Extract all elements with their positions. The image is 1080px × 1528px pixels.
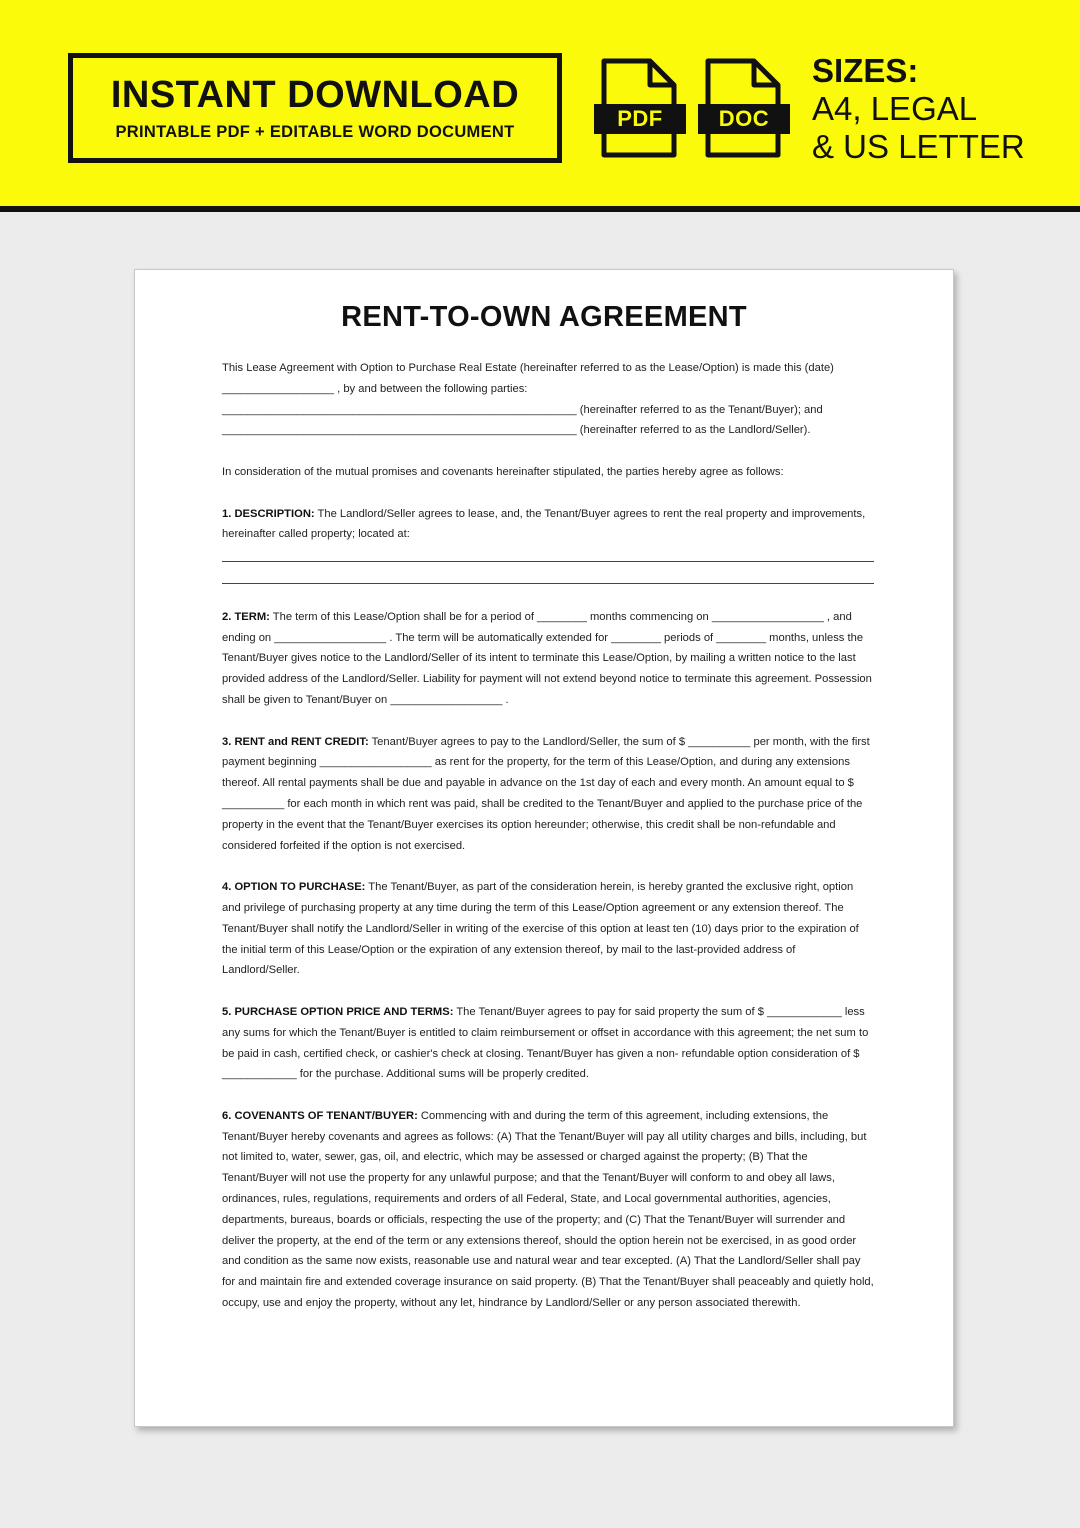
section-text: Tenant/Buyer agrees to pay to the Landlord/Seller, the sum of $ __________ per month, with the first payment beginning __________________ as rent for the property, for the term of this Lease/Option, and during any extensions thereof. All rental payments shall be due and payable in advance on the 1st day of each and every month. An amount equal to $ __________ for each month in which rent was paid, shall be credited to the Tenant/Buyer and applied to the purchase price of the property in the event that the Tenant/Buyer exercises its option hereunder; otherwise, this credit shall be non-refundable and considered forfeited if the option is not exercised. xyxy=(222,735,870,852)
doc-label: DOC xyxy=(698,104,790,134)
badge-subtitle: PRINTABLE PDF + EDITABLE WORD DOCUMENT xyxy=(115,123,515,141)
intro-line: _________________________________________________________ (hereinafter referred to as the Landlord/Seller). xyxy=(222,424,811,437)
section-heading: 5. PURCHASE OPTION PRICE AND TERMS: xyxy=(222,1005,454,1018)
file-pdf-icon xyxy=(594,58,686,158)
section-description xyxy=(222,504,874,546)
section-heading: 4. OPTION TO PURCHASE: xyxy=(222,881,366,894)
sizes-info xyxy=(812,52,1072,166)
address-blank-line xyxy=(222,567,874,584)
section-text: Commencing with and during the term of this agreement, including extensions, the Tenant/Buyer hereby covenants and agrees as follows: (A) That the Tenant/Buyer will pay all utility charges and bills, including, but not limited to, water, sewer, gas, oil, and electric, which may be assessed or charged against the property; (B) That the Tenant/Buyer will not use the property for any unlawful purpose; and that the Tenant/Buyer will conform to and obey all laws, ordinances, rules, regulations, requirements and orders of all Federal, State, and Local governmental authorities, agencies, departments, bureaus, boards or officials, respecting the use of the property; and (C) That the Tenant/Buyer will surrender and deliver the property, at the end of the term or any extensions thereof, should the option herein not be exercised, in as good order and condition as the same now exists, reasonable use and natural wear and tear excepted. (A) That the Landlord/Seller shall pay for and maintain fire and extended coverage insurance on said property. (B) That the Tenant/Buyer shall peaceably and quietly hold, occupy, use and enjoy the property, without any let, hindrance by Landlord/Seller or any person associated therewith. xyxy=(222,1109,874,1310)
section-text: The Tenant/Buyer agrees to pay for said property the sum of $ ____________ less any sums for which the Tenant/Buyer is entitled to claim reimbursement or offset in accordance with this agreement; the net sum to be paid in cash, certified check, or cashier's check at closing. Tenant/Buyer has given a non- refundable option consideration of $ ____________ for the purchase. Additional sums will be properly credited. xyxy=(222,1005,869,1081)
promo-banner xyxy=(0,0,1080,212)
section-heading: 6. COVENANTS OF TENANT/BUYER: xyxy=(222,1109,418,1122)
intro-line: This Lease Agreement with Option to Purchase Real Estate (hereinafter referred to as the Lease/Option) is made this (date) xyxy=(222,362,834,374)
section-rent xyxy=(222,732,874,857)
section-covenants xyxy=(222,1106,874,1314)
document-body xyxy=(222,358,874,1335)
instant-download-badge xyxy=(68,53,562,163)
section-purchase-price xyxy=(222,1002,874,1085)
file-doc-icon xyxy=(698,58,790,158)
section-heading: 1. DESCRIPTION: xyxy=(222,507,315,520)
intro-line: __________________ , by and between the following parties: xyxy=(222,382,528,395)
badge-title: INSTANT DOWNLOAD xyxy=(110,74,520,116)
section-heading: 3. RENT and RENT CREDIT: xyxy=(222,735,369,748)
section-term xyxy=(222,607,874,711)
intro-line: _________________________________________________________ (hereinafter referred to as the Tenant/Buyer); and xyxy=(222,403,823,416)
address-blank-line xyxy=(222,545,874,562)
document-title: RENT-TO-OWN AGREEMENT xyxy=(341,301,747,333)
sizes-line-1: A4, LEGAL xyxy=(812,90,978,127)
section-heading: 2. TERM: xyxy=(222,610,270,623)
intro-paragraph xyxy=(222,358,874,441)
pdf-label: PDF xyxy=(594,104,686,134)
sizes-title: SIZES: xyxy=(812,52,919,89)
section-text: The Landlord/Seller agrees to lease, and, the Tenant/Buyer agrees to rent the real property and improvements, hereinafter called property; located at: xyxy=(222,507,866,541)
document-page xyxy=(134,269,954,1427)
consideration-paragraph: In consideration of the mutual promises and covenants hereinafter stipulated, the parties hereby agree as follows: xyxy=(222,465,784,478)
section-text: The Tenant/Buyer, as part of the consideration herein, is hereby granted the exclusive right, option and privilege of purchasing property at any time during the term of this Lease/Option agreement or any extension thereof. The Tenant/Buyer shall notify the Landlord/Seller in writing of the exercise of this option at least ten (10) days prior to the expiration of the initial term of this Lease/Option or the expiration of any extension thereof, by mail to the last-provided address of Landlord/Seller. xyxy=(222,881,859,977)
sizes-line-2: & US LETTER xyxy=(812,128,1025,165)
section-option xyxy=(222,877,874,981)
section-text: The term of this Lease/Option shall be for a period of ________ months commencing on __________________ , and ending on __________________ . The term will be automatically extended for ________ periods of ________ months, unless the Tenant/Buyer gives notice to the Landlord/Seller of its intent to terminate this Lease/Option, by mailing a written notice to the last provided address of the Landlord/Seller. Liability for payment will not extend beyond notice to terminate this agreement. Possession shall be given to Tenant/Buyer on __________________ . xyxy=(222,610,872,706)
